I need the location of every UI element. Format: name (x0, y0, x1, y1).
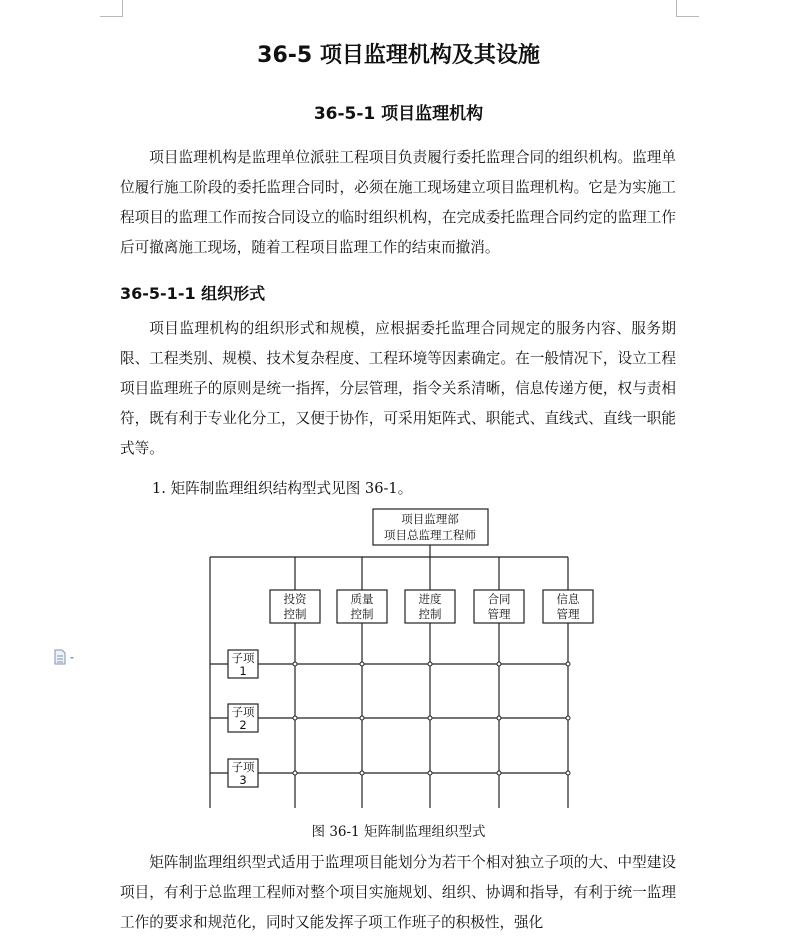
function-label: 管理 (487, 607, 511, 621)
document-icon[interactable] (54, 649, 78, 669)
section-title: 36-5-1 项目监理机构 (313, 104, 484, 124)
function-label: 进度 (418, 592, 442, 606)
subproject-number: 1 (239, 664, 247, 678)
paragraph-1: 项目监理机构是监理单位派驻工程项目负责履行委托监理合同的组织机构。监理单位履行施工阶段的委托监理合同时，必须在施工现场建立项目监理机构。它是为实施工程项目的监理工作而按合同设立的临时组织机构，在完成委托监理合同约定的监理工作后可撤离施工现场，随着工程项目监理工作的结束而撤消。 (120, 149, 676, 256)
list-item-1: 1. 矩阵制监理组织结构型式见图 36-1。 (152, 480, 413, 497)
figure-caption: 图 36-1 矩阵制监理组织型式 (311, 824, 486, 840)
function-label: 控制 (418, 607, 442, 621)
function-label: 质量 (350, 592, 374, 606)
subproject-number: 2 (239, 718, 247, 732)
page-title: 36-5 项目监理机构及其设施 (257, 43, 540, 68)
function-label: 控制 (350, 607, 374, 621)
function-label: 管理 (556, 607, 580, 621)
subsection-title: 36-5-1-1 组织形式 (120, 284, 266, 303)
subproject-label: 子项 (231, 760, 255, 774)
subproject-number: 3 (239, 773, 247, 787)
top-box-line2: 项目总监理工程师 (384, 528, 476, 542)
function-label: 投资 (283, 592, 307, 606)
paragraph-3: 矩阵制监理组织型式适用于监理项目能划分为若干个相对独立子项的大、中型建设项目，有利于总监理工程师对整个项目实施规划、组织、协调和指导，有利于统一监理工作的要求和规范化，同时又能发挥子项工作班子的积极性，强化 (120, 854, 676, 931)
subproject-label: 子项 (231, 705, 255, 719)
function-label: 控制 (283, 607, 307, 621)
subproject-label: 子项 (231, 651, 255, 665)
function-label: 信息 (556, 592, 580, 606)
function-label: 合同 (487, 592, 511, 606)
top-box-line1: 项目监理部 (401, 512, 459, 526)
paragraph-2: 项目监理机构的组织形式和规模，应根据委托监理合同规定的服务内容、服务期限、工程类别、规模、技术复杂程度、工程环境等因素确定。在一般情况下，设立工程项目监理班子的原则是统一指挥，分层管理，指令关系清晰，信息传递方便，权与责相符，既有利于专业化分工，又便于协作，可采用矩阵式、职能式、直线式、直线一职能式等。 (120, 320, 676, 457)
